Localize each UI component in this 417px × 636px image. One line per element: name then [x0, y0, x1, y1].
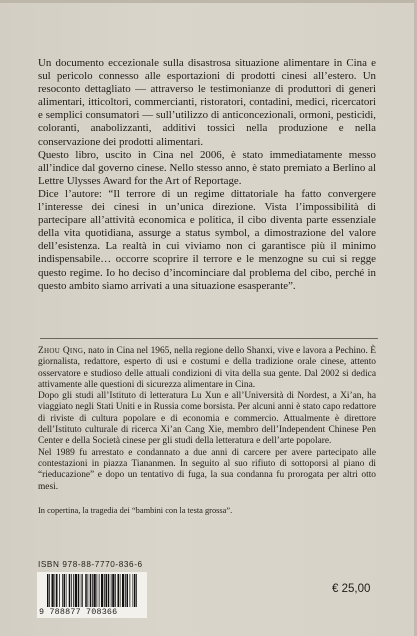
author-name: Zhou Qing	[38, 346, 84, 356]
blurb-paragraph: Un documento eccezionale sulla disastrosa situazione alimentare in Cina e sul pericolo connesso alle esportazioni di prodotti cinesi all’estero. Un resoconto dettagliato — attraverso le testimonianze di produttori di generi alimentari, itticoltori, commercianti, ristoratori, contadini, medici, ricercatori e semplici consumatori — sull’utilizzo di anticoncezionali, ormoni, pesticidi, coloranti, anabolizzanti, additivi tossici nella produzione e nella conservazione dei prodotti alimentari.	[38, 57, 376, 148]
blurb	[38, 57, 376, 293]
bio-paragraph: Nel 1989 fu arrestato e condannato a due anni di carcere per avere partecipato alle contestazioni in piazza Tiananmen. In seguito al suo rifiuto di sottoporsi al piano di “rieducazione” e dopo un tentativo di fuga, la sua condanna fu prorogata per altri otto mesi.	[38, 447, 376, 492]
barcode-bar	[71, 574, 72, 607]
bio-paragraph: Dopo gli studi all’Istituto di letteratura Lu Xun e all’Università di Nordest, a Xi’an, ha viaggiato negli Stati Uniti e in Russia come borsista. Per alcuni anni è stato capo redattore di riviste di cultura popolare e di economia e commercio. Attualmente è direttore dell’Istituto culturale di ricerca Xi’an Cang Xie, membro dell’Independent Chinese Pen Center e della Società cinese per gli studi della letteratura e dell’arte popolare.	[38, 391, 376, 447]
barcode-bar	[75, 574, 77, 607]
price: € 25,00	[332, 583, 371, 595]
bio-text: , nato in Cina nel 1965, nella regione dello Shanxi, vive e lavora a Pechino. È giornalista, redattore, esperto di usi e costumi e della tradizione orale cinese, attento osservatore e studioso delle attuali condizioni di vita della sua gente. Dal 2002 si dedica attivamente alle questioni di sicurezza alimentare in Cina.	[38, 346, 376, 390]
barcode-bar	[66, 574, 67, 607]
barcode-bar	[90, 574, 92, 607]
blurb-paragraph: Questo libro, uscito in Cina nel 2006, è stato immediatamente messo all’indice dal governo cinese. Nello stesso anno, è stato premiato a Berlino al Lettre Ulysses Award for the Art of Reportage.	[38, 148, 376, 187]
barcode-bar	[122, 574, 124, 607]
barcode-bar	[111, 574, 112, 607]
barcode-bar	[55, 574, 56, 607]
author-bio	[38, 346, 376, 493]
barcode-bar	[49, 574, 50, 607]
barcode-bar	[108, 574, 110, 607]
barcode-digits: 9 788877 708366	[39, 607, 118, 617]
barcode-bar	[125, 574, 126, 607]
barcode-bar	[78, 574, 80, 607]
barcode-bar	[82, 574, 83, 607]
section-divider	[40, 338, 378, 339]
barcode-bar	[62, 574, 63, 607]
barcode-bar	[69, 574, 71, 607]
barcode-bar	[47, 574, 49, 607]
barcode-bar	[64, 574, 66, 607]
barcode-bar	[81, 574, 82, 607]
barcode-bar	[56, 574, 58, 607]
blurb-quote-paragraph: Dice l’autore: “Il terrore di un regime dittatoriale ha fatto convergere l’interesse dei cinesi in un’unica direzione. Vista l’impossibilità di partecipare all’attività economica e politica, il cibo diventa parte essenziale della vita quotidiana, assurge a status symbol, a dimostrazione del valore dell’esistenza. La realtà in cui viviamo non ci garantisce più il minimo indispensabile… occorre scoprire il terrore e le menzogne su cui si regge questo regime. Io ho deciso d’incominciare dal problema del cibo, perché in questo ambito siamo arrivati a una situazione esasperante”.	[38, 187, 376, 292]
barcode-bar	[134, 574, 136, 607]
barcode-bar	[52, 574, 54, 607]
cover-caption: In copertina, la tragedia dei “bambini con la testa grossa”.	[38, 506, 233, 515]
barcode-bar	[120, 574, 121, 607]
barcode-bar	[104, 574, 105, 607]
barcode-bar	[130, 574, 131, 607]
barcode-bar	[59, 574, 60, 607]
barcode-bar	[115, 574, 116, 607]
barcode-bar	[94, 574, 96, 607]
barcode-bar	[88, 574, 89, 607]
barcode-bar	[112, 574, 114, 607]
isbn-label: ISBN 978-88-7770-836-6	[38, 560, 143, 569]
barcode-bar	[118, 574, 120, 607]
barcode-bar	[127, 574, 129, 607]
bio-paragraph	[38, 346, 376, 391]
barcode-bar	[85, 574, 87, 607]
barcode-bar	[106, 574, 108, 607]
barcode-bar	[133, 574, 134, 607]
barcode-bar	[97, 574, 98, 607]
barcode-bar	[136, 574, 137, 607]
barcode	[37, 572, 147, 618]
barcode-bar	[73, 574, 74, 607]
barcode-bar	[92, 574, 93, 607]
barcode-bar	[99, 574, 100, 607]
barcode-bars	[47, 574, 139, 607]
barcode-bar	[101, 574, 103, 607]
